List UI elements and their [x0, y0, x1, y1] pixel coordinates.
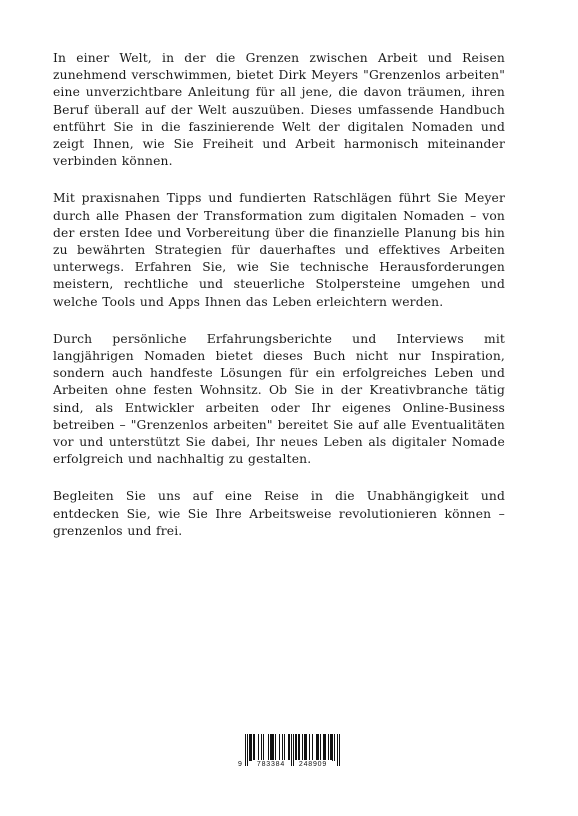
- barcode-bar: [316, 734, 317, 761]
- barcode-bar: [275, 734, 276, 761]
- barcode-bar: [323, 734, 324, 761]
- isbn-barcode: [238, 734, 340, 772]
- barcode-bar: [296, 734, 297, 761]
- blurb-paragraph-2: Mit praxisnahen Tipps und fundierten Ratschlägen führt Sie Meyer durch alle Phasen der Transformation zum digitalen Nomaden – von der ersten Idee und Vorbereitung über die finanzielle Planung bis hin zu bewährten Strategien für dauerhaftes und effektives Arbeiten unterwegs. Erfahren Sie, wie Sie technische Herausforderungen meistern, rechtliche und steuerliche Stolpersteine umgehen und welche Tools und Apps Ihnen das Leben erleichtern werden.: [53, 191, 505, 309]
- barcode-bar: [304, 734, 305, 761]
- barcode-bar: [289, 734, 290, 761]
- barcode-bar: [261, 734, 262, 761]
- barcode-bar: [312, 734, 313, 761]
- barcode-left-group: 783384: [252, 760, 290, 770]
- barcode-first-digit: 9: [238, 761, 242, 768]
- barcode-bar: [250, 734, 251, 761]
- barcode-bar: [325, 734, 326, 761]
- barcode-bar: [331, 734, 332, 761]
- blurb-paragraph-3: Durch persönliche Erfahrungsberichte und Interviews mit langjährigen Nomaden bietet dieses Buch nicht nur Inspiration, sondern auch handfeste Lösungen für ein erfolgreiches Leben und Arbeiten ohne festen Wohnsitz. Ob Sie in der Kreativbranche tätig sind, als Entwickler arbeiten oder Ihr eigenes Online-Business betreiben – "Grenzenlos arbeiten" bereitet Sie auf alle Eventualitäten vor und unterstützt Sie dabei, Ihr neues Leben als digitaler Nomade erfolgreich und nachhaltig zu gestalten.: [53, 331, 505, 467]
- barcode-bar: [306, 734, 307, 761]
- barcode-bar: [282, 734, 283, 761]
- barcode-bar: [309, 734, 310, 761]
- blurb-paragraph-1: In einer Welt, in der die Grenzen zwischen Arbeit und Reisen zunehmend verschwimmen, bietet Dirk Meyers "Grenzenlos arbeiten" eine unverzichtbare Anleitung für all jene, die davon träumen, ihren Beruf überall auf der Welt auszuüben. Dieses umfassende Handbuch entführt Sie in die faszinierende Welt der digitalen Nomaden und zeigt Ihnen, wie Sie Freiheit und Arbeit harmonisch miteinander verbinden können.: [53, 51, 505, 169]
- blurb-text: [53, 50, 505, 560]
- barcode-right-group: 248909: [294, 760, 332, 770]
- barcode-bar: [254, 734, 255, 761]
- barcode-bar: [305, 734, 306, 761]
- barcode-bar: [302, 734, 303, 761]
- barcode-bar: [284, 734, 285, 761]
- barcode-bar: [271, 734, 272, 761]
- barcode-bar: [273, 734, 274, 761]
- barcode-bar: [328, 734, 329, 761]
- barcode-bar: [253, 734, 254, 761]
- barcode-bar: [298, 734, 299, 761]
- barcode-bar: [268, 734, 269, 761]
- barcode-bar: [318, 734, 319, 761]
- blurb-paragraph-4: Begleiten Sie uns auf eine Reise in die Unabhängigkeit und entdecken Sie, wie Sie Ihre Arbeitsweise revolutionieren können – grenzenlos und frei.: [53, 489, 505, 538]
- barcode-bar: [258, 734, 259, 761]
- barcode-bar: [330, 734, 331, 761]
- barcode-bar: [317, 734, 318, 761]
- barcode-bar: [249, 734, 250, 761]
- barcode-bar: [288, 734, 289, 761]
- barcode-bar: [320, 734, 321, 761]
- barcode-bar: [270, 734, 271, 761]
- barcode-bar: [251, 734, 252, 761]
- barcode-bar: [334, 734, 335, 761]
- barcode-bar: [295, 734, 296, 761]
- barcode-bar: [299, 734, 300, 761]
- barcode-bar: [263, 734, 264, 761]
- barcode-bar: [279, 734, 280, 761]
- barcode-digits: [238, 760, 340, 772]
- barcode-bar: [272, 734, 273, 761]
- barcode-bar: [324, 734, 325, 761]
- barcode-bar: [332, 734, 333, 761]
